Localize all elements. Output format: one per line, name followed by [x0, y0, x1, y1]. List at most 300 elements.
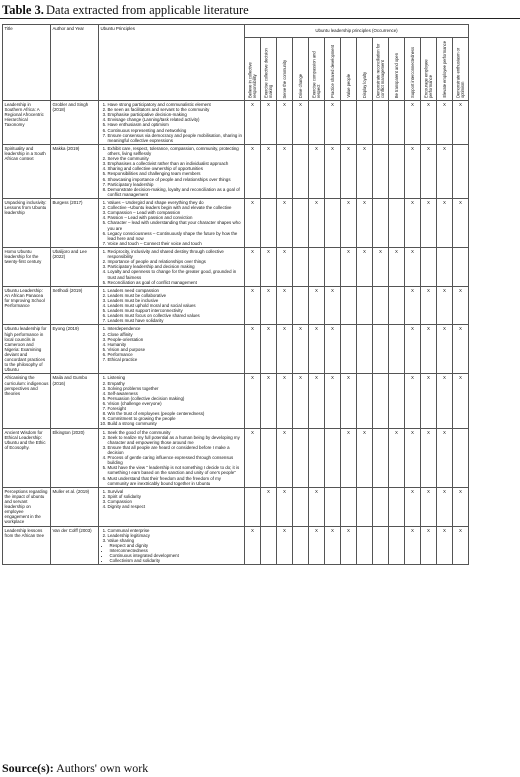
occurrence-mark: X: [405, 428, 421, 487]
table-title: Data extracted from applicable literature: [46, 3, 249, 17]
principle-item: 1. Reciprocity, inclusivity and shared destiny through collective responsibility: [108, 249, 243, 259]
header-occurrence: Ubuntu leadership principles (Occurrence): [245, 25, 469, 38]
occurrence-mark: X: [245, 247, 261, 286]
principle-item: 1. Seek the good of the community: [108, 430, 243, 435]
principles-cell: [99, 286, 245, 325]
literature-table: [2, 24, 469, 565]
principle-item: 4. Sharing and collective ownership of opportunities: [108, 166, 243, 171]
occurrence-mark: X: [341, 247, 357, 286]
principle-item: 7. Foresight: [108, 406, 243, 411]
occurrence-mark: [389, 198, 405, 247]
occurrence-mark: X: [405, 374, 421, 428]
principle-item: 3. Solving problems together: [108, 386, 243, 391]
principle-column-header: [437, 38, 453, 101]
occurrence-mark: [309, 247, 325, 286]
occurrence-mark: X: [277, 286, 293, 325]
principle-item: 1. Leaders need compassion: [108, 288, 243, 293]
principle-column-label: Exercise collective decision making: [263, 48, 273, 98]
occurrence-mark: X: [405, 487, 421, 526]
occurrence-mark: [357, 101, 373, 145]
occurrence-mark: X: [261, 247, 277, 286]
author-year-cell: Grobler and Singh (2018): [51, 101, 99, 145]
occurrence-mark: X: [277, 487, 293, 526]
occurrence-mark: X: [421, 286, 437, 325]
principle-item: 1. Values – Undergird and shape everything they do: [108, 200, 243, 205]
principle-column-label: Value people: [345, 74, 351, 98]
occurrence-mark: X: [405, 526, 421, 565]
principle-item: 6. Leaders must focus on collective shared values: [108, 313, 243, 318]
principle-item: 6. Continuous representing and networking: [108, 128, 243, 133]
principle-item: 9. Commitment to growing the people: [108, 416, 243, 421]
occurrence-mark: [389, 144, 405, 198]
occurrence-mark: X: [261, 325, 277, 374]
principle-column-label: Be transparent and open: [393, 52, 399, 98]
occurrence-mark: X: [309, 374, 325, 428]
occurrence-mark: [373, 374, 389, 428]
occurrence-mark: X: [437, 198, 453, 247]
occurrence-mark: [293, 247, 309, 286]
principles-list: [101, 489, 243, 509]
study-title-cell: Ubuntu Leadership: An African Panacea for Improving School Performance: [3, 286, 51, 325]
principle-column-header: [405, 38, 421, 101]
header-principles: Ubuntu Principles: [99, 25, 245, 101]
occurrence-mark: [309, 428, 325, 487]
study-title-cell: Ubuntu leadership for high performance in local councils in Cameroon and Nigeria: Examining deviant and concordant practices to the philosophy of Ubuntu: [3, 325, 51, 374]
occurrence-mark: X: [309, 286, 325, 325]
principle-item: 1. Communal enterprise: [108, 528, 243, 533]
occurrence-mark: X: [421, 325, 437, 374]
principle-column-label: Encourage employee performance: [423, 59, 433, 98]
principles-list: [101, 102, 243, 143]
table-number: Table 3.: [2, 3, 44, 17]
principle-column-label: Serve the community: [281, 59, 287, 98]
occurrence-mark: [389, 325, 405, 374]
occurrence-mark: [261, 526, 277, 565]
principle-item: 2. Spirit of solidarity: [108, 494, 243, 499]
occurrence-mark: X: [261, 487, 277, 526]
occurrence-mark: [325, 247, 341, 286]
principle-item: 8. Win the trust of employees (people centeredness): [108, 411, 243, 416]
principle-item: 1. Listening: [108, 375, 243, 380]
occurrence-mark: X: [245, 101, 261, 145]
occurrence-mark: X: [437, 286, 453, 325]
principle-item: 5. Leaders must support interconnectivity: [108, 308, 243, 313]
principle-column-label: Demonstrate enthusiasm or optimism: [455, 47, 465, 98]
principle-column-label: Display loyalty: [361, 71, 367, 98]
principle-item: 4. Envisage change (Lanning/task related activity): [108, 117, 243, 122]
occurrence-mark: X: [245, 144, 261, 198]
table-row: [3, 428, 469, 487]
principles-cell: [99, 144, 245, 198]
occurrence-mark: [373, 198, 389, 247]
occurrence-mark: X: [325, 144, 341, 198]
occurrence-mark: [389, 374, 405, 428]
principle-item: 2. Serve the community: [108, 156, 243, 161]
principle-item: 7. Voice and touch – Connect their voice and touch: [108, 241, 243, 246]
occurrence-mark: X: [309, 144, 325, 198]
occurrence-mark: [453, 144, 469, 198]
occurrence-mark: [341, 101, 357, 145]
occurrence-mark: X: [293, 325, 309, 374]
header-author: Author and Year: [51, 25, 99, 101]
occurrence-mark: X: [245, 325, 261, 374]
principle-item: 10. Build a strong community: [108, 421, 243, 426]
sub-principle-item: • Respect and dignity: [110, 543, 243, 548]
principle-column-header: [357, 38, 373, 101]
principle-item: 4. Process of gentle caring influence expressed through consensus building: [108, 455, 243, 465]
occurrence-mark: X: [277, 198, 293, 247]
occurrence-mark: X: [405, 101, 421, 145]
occurrence-mark: X: [389, 247, 405, 286]
principle-item: 1. Exhibit care, respect, tolerance, compassion, community, protecting others, living selflessly: [108, 146, 243, 156]
principle-column-header: [373, 38, 389, 101]
principle-item: 4. Humanity: [108, 342, 243, 347]
principle-column-label: Support interconnectedness: [409, 47, 415, 98]
occurrence-mark: [293, 198, 309, 247]
principle-item: 7. Ensure consensus via democracy and people mobilisation, sharing in meaningful collective expressions: [108, 133, 243, 143]
principle-item: 1. Have strong participatory and communalistic element: [108, 102, 243, 107]
occurrence-mark: X: [309, 325, 325, 374]
principle-item: 4. Passion – Lead with passion and conviction: [108, 215, 243, 220]
occurrence-mark: X: [293, 101, 309, 145]
study-title-cell: Spirituality and leadership in a South African context: [3, 144, 51, 198]
principle-item: 3. Participatory leadership and decision making: [108, 264, 243, 269]
occurrence-mark: X: [437, 428, 453, 487]
occurrence-mark: [373, 487, 389, 526]
principle-item: 4. Dignity and respect: [108, 504, 243, 509]
principle-column-header: [341, 38, 357, 101]
principle-item: 3. Leaders must be inclusive: [108, 298, 243, 303]
occurrence-mark: [373, 428, 389, 487]
occurrence-mark: X: [421, 101, 437, 145]
author-year-cell: Elkington (2020): [51, 428, 99, 487]
principle-item: 5. Vision and purpose: [108, 347, 243, 352]
occurrence-mark: [293, 286, 309, 325]
occurrence-mark: X: [421, 374, 437, 428]
occurrence-mark: [245, 487, 261, 526]
principle-item: 7. Participatory leadership: [108, 182, 243, 187]
occurrence-mark: [373, 325, 389, 374]
principle-item: 6. Legacy consciousness – Continuously shape the future by how the lead here and now: [108, 231, 243, 241]
occurrence-mark: X: [261, 101, 277, 145]
principle-column-label: Demonstrate reconciliation for conflict management: [375, 43, 385, 98]
table-row: [3, 144, 469, 198]
principle-item: 2. Importance of people and relationships over things: [108, 259, 243, 264]
principles-cell: [99, 198, 245, 247]
principle-column-header: [453, 38, 469, 101]
principle-item: 8. Demonstrate decision-making, loyalty and reconciliation as a goal of conflict management: [108, 187, 243, 197]
principle-column-label: Drive change: [297, 73, 303, 98]
source-text: Authors' own work: [56, 761, 149, 775]
occurrence-mark: X: [357, 428, 373, 487]
principle-column-header: [309, 38, 325, 101]
occurrence-mark: X: [325, 374, 341, 428]
author-year-cell: Van der Colff (2003): [51, 526, 99, 565]
principle-item: 3. People-orientation: [108, 337, 243, 342]
occurrence-mark: X: [277, 374, 293, 428]
header-title: Title: [3, 25, 51, 101]
sub-principle-item: • Collectivism and solidarity: [110, 558, 243, 563]
principle-column-header: [421, 38, 437, 101]
occurrence-mark: [389, 487, 405, 526]
study-title-cell: Ancient Wisdom for Ethical Leadership: Ubuntu and the Ethic of Ecosophy.: [3, 428, 51, 487]
principle-item: 2. Seek to realize my full potential as a human being by developing my character and empowering those around me: [108, 435, 243, 445]
occurrence-mark: [389, 286, 405, 325]
occurrence-mark: X: [453, 286, 469, 325]
principle-item: 1. Survival: [108, 489, 243, 494]
principle-column-label: Exercise compassion and respect: [311, 51, 321, 98]
principles-list: [101, 288, 243, 324]
occurrence-mark: X: [341, 374, 357, 428]
occurrence-mark: X: [277, 428, 293, 487]
principle-column-header: [389, 38, 405, 101]
principle-item: 5. Character – lead with understanding that your character shapes who you are: [108, 220, 243, 230]
table-row: [3, 487, 469, 526]
occurrence-mark: [261, 428, 277, 487]
principle-item: 2. Close affinity: [108, 332, 243, 337]
occurrence-mark: X: [261, 374, 277, 428]
sub-principles-list: [101, 543, 243, 563]
study-title-cell: Leadership in Southern Africa: A Regional Afrocentric Hierarchical Taxonomy: [3, 101, 51, 145]
principles-cell: [99, 428, 245, 487]
occurrence-mark: X: [421, 198, 437, 247]
principles-list: [101, 146, 243, 197]
principle-item: 3. Emphasise participative decision-making: [108, 112, 243, 117]
occurrence-mark: X: [325, 325, 341, 374]
occurrence-mark: X: [421, 428, 437, 487]
occurrence-mark: X: [261, 144, 277, 198]
principle-item: 3. Emphasises a collectivist rather than an individualist approach: [108, 161, 243, 166]
occurrence-mark: X: [325, 101, 341, 145]
occurrence-mark: X: [405, 144, 421, 198]
principle-item: 3. Compassion – Lead with compassion: [108, 210, 243, 215]
principle-item: 7. Ethical practice: [108, 357, 243, 362]
principle-item: 6. Must understand that their freedom and the freedom of my community are inextricably bound together in Ubuntu: [108, 476, 243, 486]
occurrence-mark: X: [325, 286, 341, 325]
principle-item: 3. Value sharing: [108, 538, 243, 543]
table-head: [3, 25, 469, 101]
occurrence-mark: X: [453, 101, 469, 145]
occurrence-mark: [373, 526, 389, 565]
occurrence-mark: [389, 526, 405, 565]
principles-cell: [99, 487, 245, 526]
occurrence-mark: [453, 428, 469, 487]
author-year-cell: Burgess (2017): [51, 198, 99, 247]
table-source: [2, 761, 148, 776]
occurrence-mark: [453, 247, 469, 286]
table-row: [3, 325, 469, 374]
occurrence-mark: X: [453, 198, 469, 247]
principle-item: 6. Showcasing importance of people and relationships over things: [108, 177, 243, 182]
source-label: Source(s):: [2, 761, 54, 775]
principle-item: 7. Leaders must have solidarity: [108, 318, 243, 323]
occurrence-mark: X: [437, 144, 453, 198]
occurrence-mark: X: [341, 526, 357, 565]
occurrence-mark: X: [357, 198, 373, 247]
table-row: [3, 198, 469, 247]
principle-item: 4. Leaders must uphold moral and social values: [108, 303, 243, 308]
occurrence-mark: [325, 487, 341, 526]
table-row: [3, 101, 469, 145]
author-year-cell: Maila and Gumbo (2016): [51, 374, 99, 428]
principle-item: 2. Leadership legitimacy: [108, 533, 243, 538]
occurrence-mark: X: [325, 526, 341, 565]
occurrence-mark: X: [261, 286, 277, 325]
principle-item: 2. Empathy: [108, 381, 243, 386]
occurrence-mark: [373, 101, 389, 145]
principles-cell: [99, 374, 245, 428]
table-body: [3, 101, 469, 565]
occurrence-mark: X: [277, 247, 293, 286]
occurrence-mark: X: [357, 144, 373, 198]
occurrence-mark: X: [293, 374, 309, 428]
occurrence-mark: X: [437, 487, 453, 526]
occurrence-mark: X: [357, 247, 373, 286]
occurrence-mark: X: [245, 198, 261, 247]
occurrence-mark: X: [453, 487, 469, 526]
occurrence-mark: [373, 144, 389, 198]
principles-cell: [99, 325, 245, 374]
study-title-cell: Unpacking inclusivity: Lessons from Ubuntu leadership: [3, 198, 51, 247]
occurrence-mark: [341, 286, 357, 325]
principle-item: 3. Ensure that all people are heard or considered before I make a decision: [108, 445, 243, 455]
occurrence-mark: [357, 325, 373, 374]
occurrence-mark: X: [453, 526, 469, 565]
principle-column-header: [245, 38, 261, 101]
principles-cell: [99, 101, 245, 145]
principle-item: 5. Responsibilities and challenging team members: [108, 171, 243, 176]
occurrence-mark: [357, 374, 373, 428]
table-row: [3, 526, 469, 565]
study-title-cell: Africanising the curriculum: indigenous perspectives and theories: [3, 374, 51, 428]
author-year-cell: Ubalijoro and Lee (2022): [51, 247, 99, 286]
table-row: [3, 247, 469, 286]
occurrence-mark: X: [437, 526, 453, 565]
occurrence-mark: X: [453, 325, 469, 374]
principle-item: 2. Leaders must be collaborative: [108, 293, 243, 298]
occurrence-mark: X: [437, 101, 453, 145]
occurrence-mark: X: [389, 428, 405, 487]
occurrence-mark: [261, 198, 277, 247]
author-year-cell: Eyong (2019): [51, 325, 99, 374]
occurrence-mark: X: [245, 374, 261, 428]
principles-list: [101, 528, 243, 543]
principles-cell: [99, 247, 245, 286]
principle-column-header: [277, 38, 293, 101]
occurrence-mark: X: [405, 325, 421, 374]
occurrence-mark: X: [309, 198, 325, 247]
sub-principle-item: • Interconnectedness: [110, 548, 243, 553]
study-title-cell: Homo Ubuntu leadership for the twenty-first century: [3, 247, 51, 286]
occurrence-mark: X: [453, 374, 469, 428]
occurrence-mark: [325, 198, 341, 247]
author-year-cell: Makka (2019): [51, 144, 99, 198]
principles-list: [101, 200, 243, 246]
occurrence-mark: [293, 428, 309, 487]
occurrence-mark: [341, 487, 357, 526]
principle-column-header: [325, 38, 341, 101]
occurrence-mark: [357, 487, 373, 526]
occurrence-mark: [293, 526, 309, 565]
principle-item: 2. Be seen as facilitators and servant to the community: [108, 107, 243, 112]
principle-column-header: [261, 38, 277, 101]
principle-item: 4. Self-awareness: [108, 391, 243, 396]
occurrence-mark: X: [277, 101, 293, 145]
principle-item: 6. Vision (challenge everyone): [108, 401, 243, 406]
occurrence-mark: X: [277, 325, 293, 374]
occurrence-mark: [341, 325, 357, 374]
occurrence-mark: [309, 101, 325, 145]
occurrence-mark: [325, 428, 341, 487]
occurrence-mark: X: [245, 526, 261, 565]
principle-column-label: Believe in collective responsibility: [247, 62, 257, 98]
occurrence-mark: X: [437, 325, 453, 374]
occurrence-mark: X: [245, 286, 261, 325]
occurrence-mark: [421, 247, 437, 286]
occurrence-mark: X: [421, 526, 437, 565]
occurrence-mark: X: [341, 198, 357, 247]
principle-column-label: Practice shared development: [329, 44, 335, 98]
principle-item: 4. Loyalty and openness to change for the greater good, grounded in trust and fairness: [108, 269, 243, 279]
occurrence-mark: X: [245, 428, 261, 487]
occurrence-mark: [389, 101, 405, 145]
occurrence-mark: X: [421, 144, 437, 198]
occurrence-mark: [357, 286, 373, 325]
occurrence-mark: [293, 144, 309, 198]
principle-item: 3. Compassion: [108, 499, 243, 504]
principle-column-header: [293, 38, 309, 101]
top-rule: [0, 18, 520, 19]
principle-item: 6. Performance: [108, 352, 243, 357]
occurrence-mark: X: [277, 144, 293, 198]
principle-item: 5. Reconciliation as goal of conflict management: [108, 280, 243, 285]
table-row: [3, 286, 469, 325]
sub-principle-item: • Continuous integrated development: [110, 553, 243, 558]
occurrence-mark: X: [309, 487, 325, 526]
author-year-cell: Setlhodi (2019): [51, 286, 99, 325]
principle-item: 2. Collective –Ubuntu leaders begin with and elevate the collective: [108, 205, 243, 210]
occurrence-mark: X: [341, 144, 357, 198]
principles-list: [101, 375, 243, 426]
occurrence-mark: X: [277, 526, 293, 565]
principles-list: [101, 326, 243, 362]
occurrence-mark: [293, 487, 309, 526]
principles-list: [101, 249, 243, 285]
principle-item: 5. Have enthusiasm and optimism: [108, 122, 243, 127]
occurrence-mark: [373, 286, 389, 325]
author-year-cell: Muller et al. (2019): [51, 487, 99, 526]
principle-item: 5. Must have the view " leadership is not something I decide to do; it is something I earn based on the sanction and unity of one's people": [108, 465, 243, 475]
occurrence-mark: [357, 526, 373, 565]
study-title-cell: Perceptions regarding the impact of ubuntu and servant leadership on employee engagement in the workplace: [3, 487, 51, 526]
occurrence-mark: [437, 247, 453, 286]
occurrence-mark: X: [437, 374, 453, 428]
principle-item: 5. Persuasion (collective decision making): [108, 396, 243, 401]
principle-item: 1. Interdependence: [108, 326, 243, 331]
occurrence-mark: X: [405, 286, 421, 325]
table-row: [3, 374, 469, 428]
principles-cell: [99, 526, 245, 565]
principle-column-label: Elevate employee performance: [441, 41, 447, 98]
occurrence-mark: X: [405, 198, 421, 247]
occurrence-mark: X: [405, 247, 421, 286]
study-title-cell: Leadership lessons from the African tree: [3, 526, 51, 565]
occurrence-mark: X: [309, 526, 325, 565]
occurrence-mark: X: [373, 247, 389, 286]
occurrence-mark: X: [341, 428, 357, 487]
principles-list: [101, 430, 243, 486]
occurrence-mark: X: [421, 487, 437, 526]
